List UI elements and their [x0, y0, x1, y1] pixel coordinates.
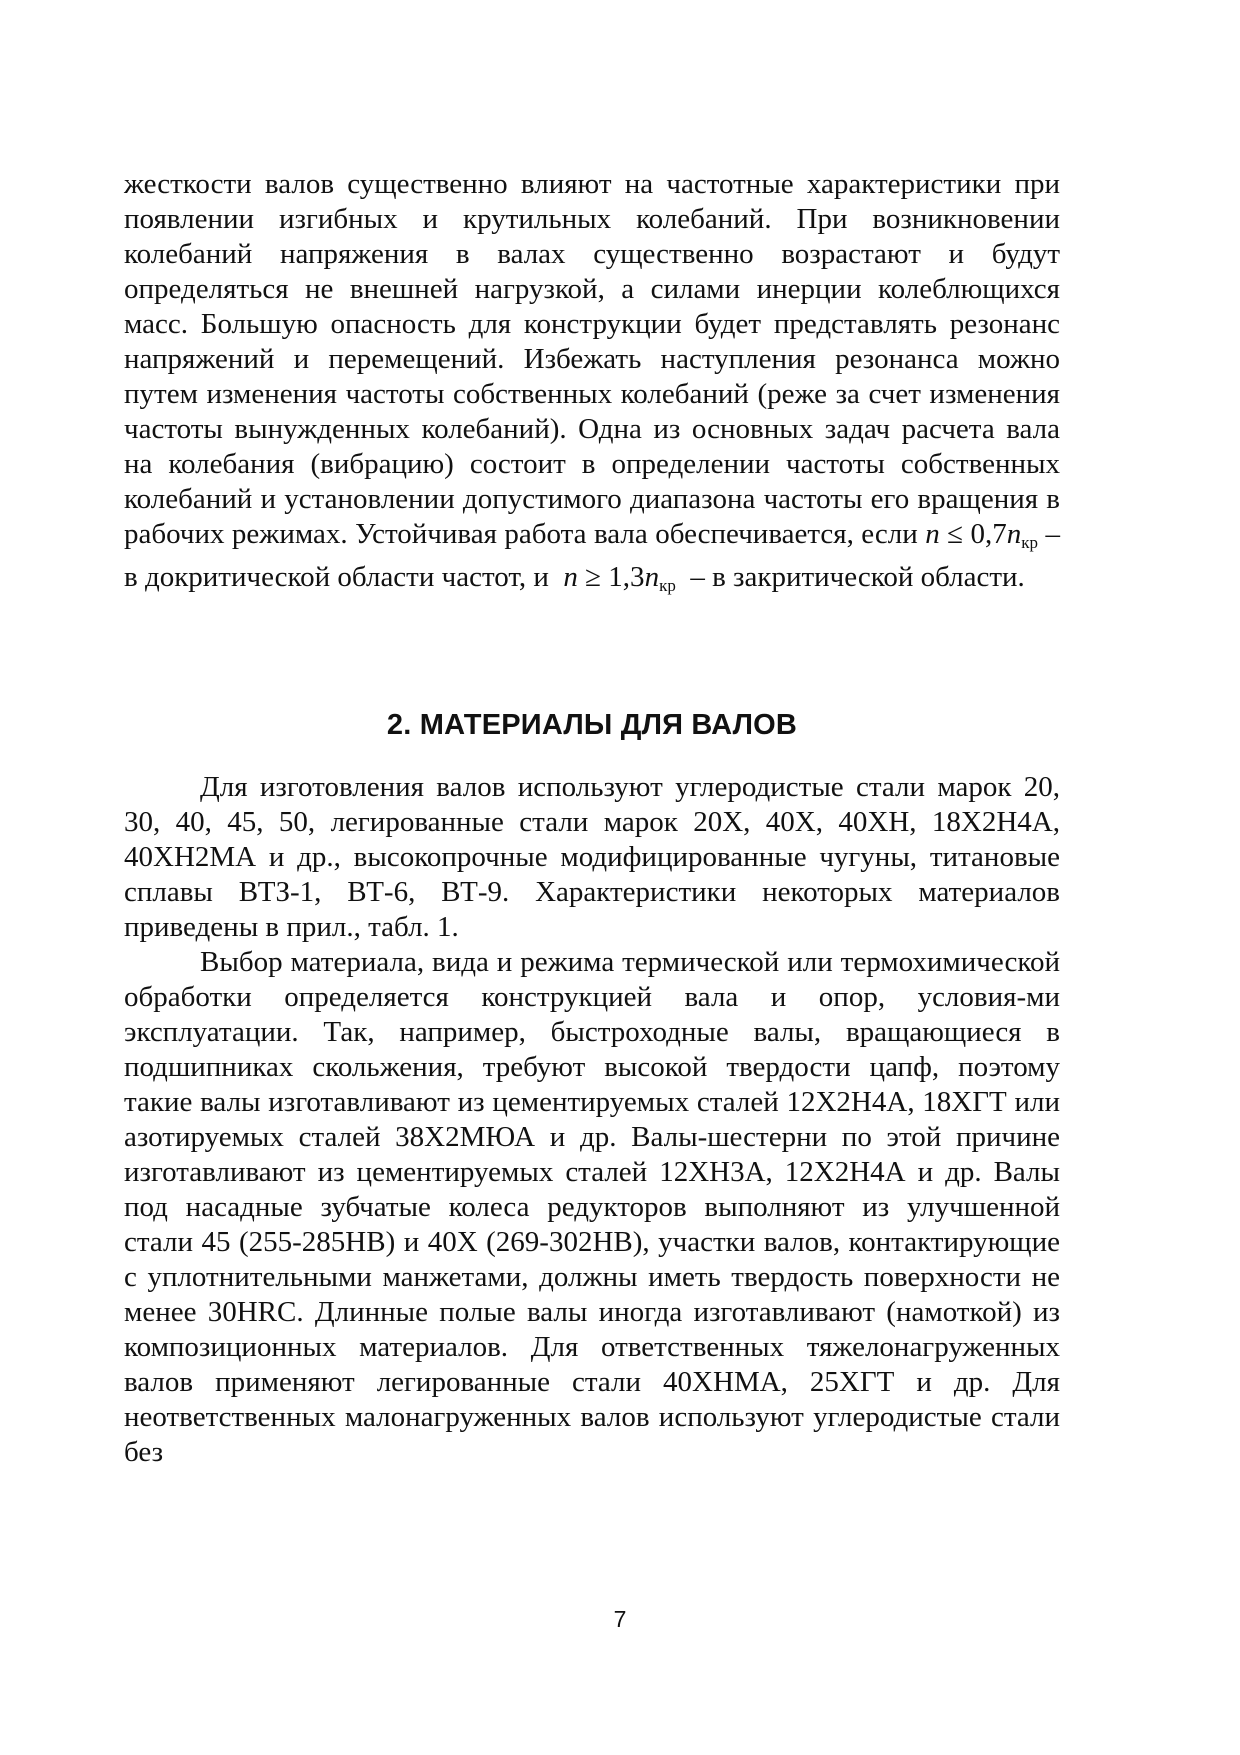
formula-var-n: n: [1006, 518, 1022, 550]
formula-tail: – в закритической области.: [690, 561, 1025, 593]
formula-relation: ≥ 1,3: [585, 561, 645, 593]
formula-subscript: кр: [659, 576, 676, 595]
intro-body: жесткости валов существенно влияют на частотные характеристики при появлении изгибных и крутильных колебаний. При возникновении колебаний напряжения в валах существенно возрастают и будут определяться не внешней нагрузкой, а силами инерции колеблющихся масс. Большую опасность для конструкции будет представлять резонанс напряжений и перемещений. Избежать наступления резонанса можно путем изменения частоты собственных колебаний (реже за счет изменения частоты вынужденных колебаний). Одна из основных задач расчета вала на колебания (вибрацию) состоит в определении частоты собственных колебаний и установлении допустимого диапазона частоты его вращения в рабочих режимах. Устойчивая работа вала обеспечивается, если: [124, 168, 1060, 550]
formula-subscript: кр: [1021, 533, 1039, 552]
intro-text: [124, 167, 1060, 603]
section-paragraph: Выбор материала, вида и режима термической или термохимической обработки определяется конструкцией вала и опор, условия-ми эксплуатации. Так, например, быстроходные валы, вращающиеся в подшипниках скольжения, требуют высокой твердости цапф, поэтому такие валы изготавливают из цементируемых сталей 12Х2Н4А, 18ХГТ или азотируемых сталей 38Х2МЮА и др. Валы-шестерни по этой причине изготавливают из цементируемых сталей 12ХН3А, 12Х2Н4А и др. Валы под насадные зубчатые колеса редукторов выполняют из улучшенной стали 45 (255-285НВ) и 40Х (269-302НВ), участки валов, контактирующие с уплотнительными манжетами, должны иметь твердость поверхности не менее 30HRC. Длинные полые валы иногда изготавливают (намоткой) из композиционных материалов. Для ответственных тяжелонагруженных валов применяют легированные стали 40ХНМА, 25ХГТ и др. Для неответственных малонагруженных валов используют углеродистые стали без: [124, 946, 1060, 1468]
intro-paragraph: [124, 167, 1060, 603]
section-paragraph: Для изготовления валов используют углеродистые стали марок 20, 30, 40, 45, 50, легированные стали марок 20Х, 40Х, 40ХН, 18Х2Н4А, 40ХН2МА и др., высокопрочные модифицированные чугуны, титановые сплавы ВТЗ-1, ВТ-6, ВТ-9. Характеристики некоторых материалов приведены в прил., табл. 1.: [124, 771, 1060, 943]
formula-var-n: n: [644, 561, 660, 593]
page-number: 7: [613, 1606, 627, 1632]
formula-var-n: n: [563, 561, 578, 593]
section-body: [124, 770, 1060, 1470]
formula-tail: – в докритической области частот, и: [124, 518, 1061, 593]
formula-var-n: n: [925, 518, 940, 550]
formula-relation: ≤ 0,7: [947, 518, 1007, 550]
section-heading: 2. МАТЕРИАЛЫ ДЛЯ ВАЛОВ: [386, 709, 798, 741]
